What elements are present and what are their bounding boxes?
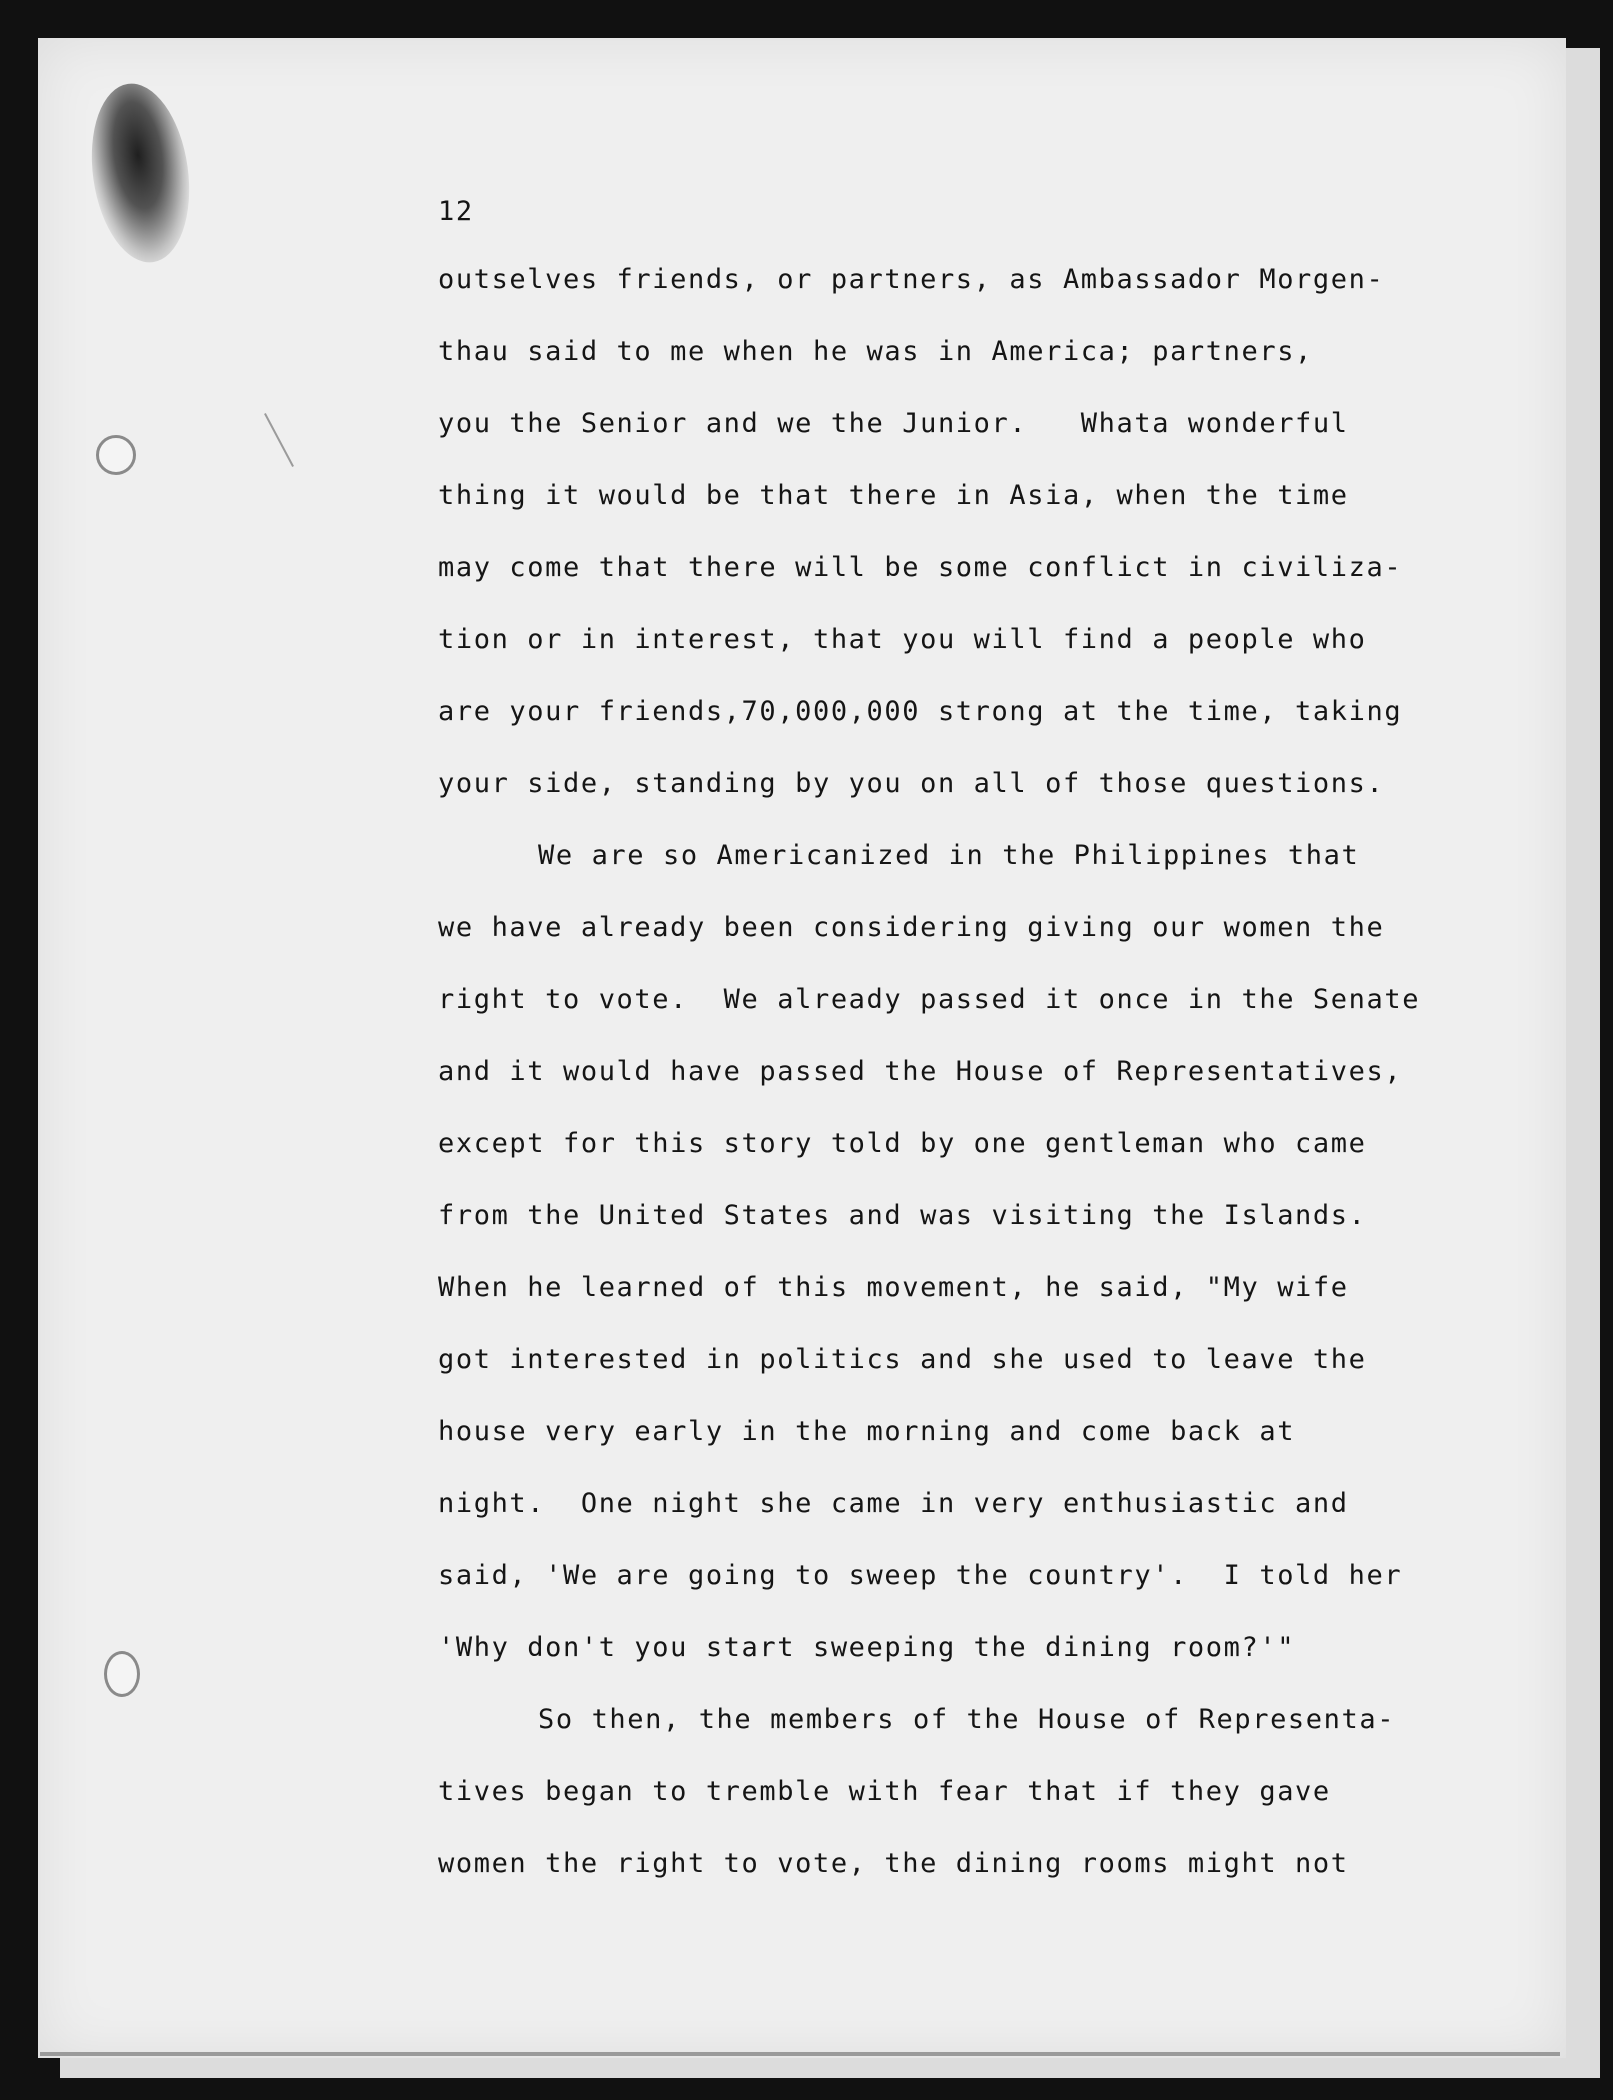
text-line: When he learned of this movement, he said, "My wife (438, 1272, 1349, 1303)
page-bottom-edge (40, 2052, 1560, 2056)
text-line: right to vote. We already passed it once in the Senate (438, 984, 1421, 1015)
punch-hole-top (96, 435, 136, 475)
text-line: got interested in politics and she used to leave the (438, 1344, 1367, 1375)
text-line: thing it would be that there in Asia, when the time (438, 480, 1349, 511)
typed-text-block (438, 180, 1538, 1900)
text-line: and it would have passed the House of Representatives, (438, 1056, 1403, 1087)
ink-smudge (81, 77, 200, 268)
text-line: women the right to vote, the dining rooms might not (438, 1848, 1349, 1879)
text-line: night. One night she came in very enthusiastic and (438, 1488, 1349, 1519)
text-line: are your friends,70,000,000 strong at the time, taking (438, 696, 1403, 727)
text-line: house very early in the morning and come back at (438, 1416, 1296, 1447)
text-line: 'Why don't you start sweeping the dining room?'" (438, 1632, 1296, 1663)
text-line: except for this story told by one gentleman who came (438, 1128, 1367, 1159)
paragraph-first-line: So then, the members of the House of Representa- (538, 1704, 1396, 1735)
text-line: thau said to me when he was in America; partners, (438, 336, 1313, 367)
pencil-mark (264, 413, 294, 467)
text-line: tion or in interest, that you will find a people who (438, 624, 1367, 655)
text-line: from the United States and was visiting the Islands. (438, 1200, 1367, 1231)
page-number: 12 (438, 196, 474, 227)
text-line: may come that there will be some conflict in civiliza- (438, 552, 1403, 583)
text-line: we have already been considering giving our women the (438, 912, 1385, 943)
punch-hole-bottom (104, 1651, 140, 1697)
text-line: outselves friends, or partners, as Ambassador Morgen- (438, 264, 1385, 295)
text-line: your side, standing by you on all of those questions. (438, 768, 1385, 799)
text-line: said, 'We are going to sweep the country'. I told her (438, 1560, 1403, 1591)
paragraph-first-line: We are so Americanized in the Philippines that (538, 840, 1360, 871)
text-line: tives began to tremble with fear that if they gave (438, 1776, 1331, 1807)
text-line: you the Senior and we the Junior. Whata wonderful (438, 408, 1349, 439)
